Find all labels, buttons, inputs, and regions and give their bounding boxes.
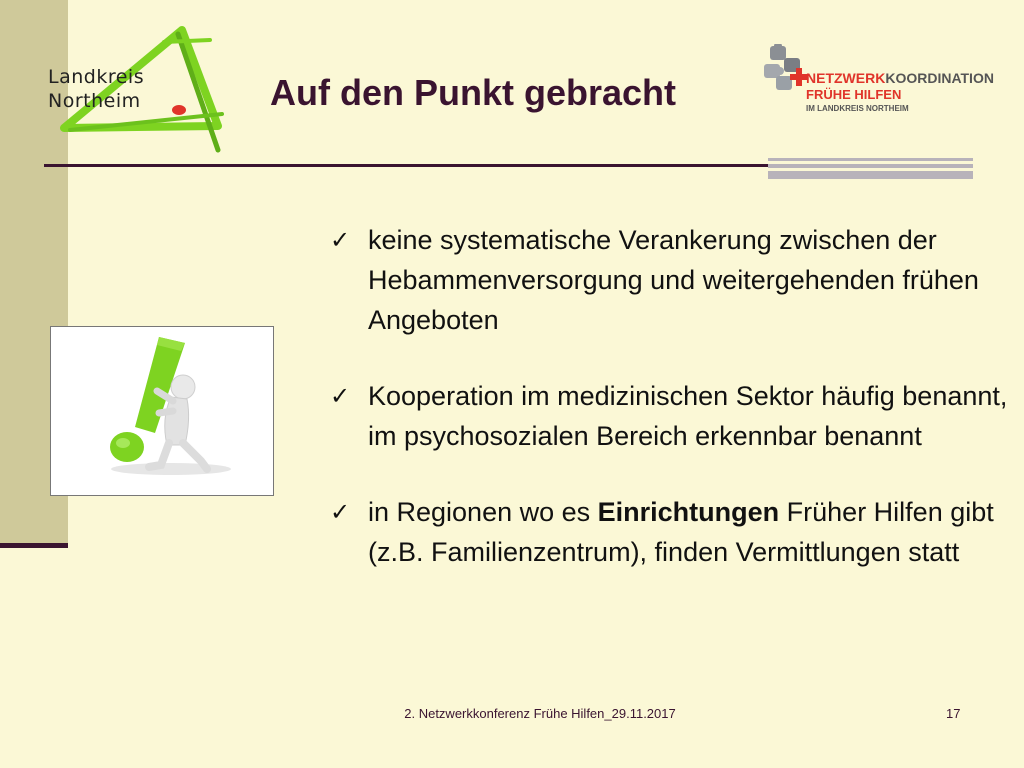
landkreis-northeim-logo	[40, 22, 230, 162]
gray-accent-bars	[768, 158, 973, 180]
logo-landkreis-text: IM LANDKREIS NORTHEIM	[806, 104, 909, 113]
checkmark-icon: ✓	[330, 498, 351, 526]
logo-line-northeim: Northeim	[48, 90, 141, 112]
title-divider	[44, 164, 774, 167]
bullet-item	[330, 376, 1010, 456]
checkmark-icon: ✓	[330, 226, 351, 254]
exclamation-figure-icon	[51, 327, 273, 495]
bullet-text-after: Früher Hilfen gibt (z.B. Familienzentrum), finden Vermittlungen statt	[368, 497, 994, 567]
exclamation-illustration	[50, 326, 274, 496]
logo-netzwerk-text: NETZWERK	[806, 70, 886, 86]
page-number: 17	[946, 706, 961, 721]
bullet-text-before: in Regionen wo es	[368, 497, 598, 527]
bullet-item	[330, 492, 1010, 572]
bullet-text-bold: Einrichtungen	[597, 497, 780, 527]
page-title: Auf den Punkt gebracht	[270, 72, 677, 113]
logo-fruehe-hilfen-text: FRÜHE HILFEN	[806, 87, 902, 102]
checkmark-icon: ✓	[330, 382, 351, 410]
bullet-text: keine systematische Verankerung zwischen der Hebammenversorgung und weitergehenden frühen Angeboten	[368, 225, 979, 335]
footer-text: 2. Netzwerkkonferenz Frühe Hilfen_29.11.2017	[404, 706, 676, 721]
side-accent-line	[0, 543, 68, 548]
logo-koordination-text: KOORDINATION	[885, 70, 994, 86]
red-heart-icon	[172, 105, 186, 115]
bullet-list	[330, 220, 1010, 572]
puzzle-pieces-icon	[760, 44, 808, 94]
logo-line-landkreis: Landkreis	[48, 66, 145, 88]
bullet-text: Kooperation im medizinischen Sektor häufig benannt, im psychosozialen Bereich erkennbar benannt	[368, 381, 1008, 451]
netzwerkkoordination-logo	[760, 44, 1010, 124]
bullet-item	[330, 220, 1010, 340]
